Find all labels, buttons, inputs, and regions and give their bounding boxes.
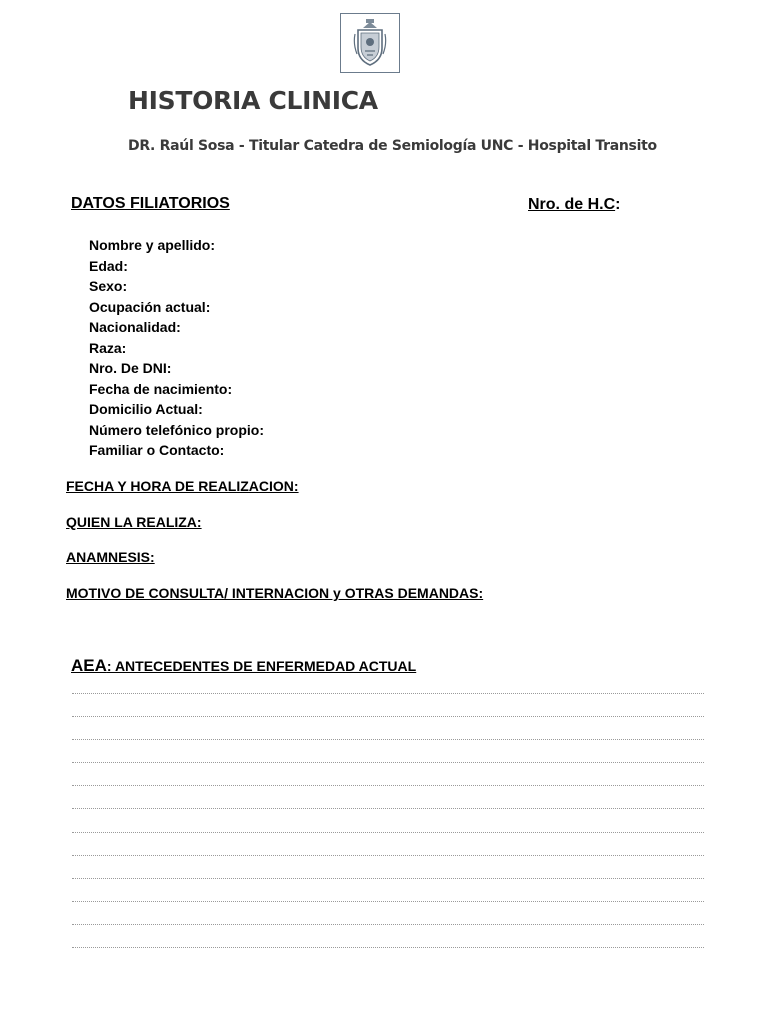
field-edad[interactable]: Edad: [89,257,128,274]
field-dni[interactable]: Nro. De DNI: [89,360,172,376]
anamnesis-label[interactable]: ANAMNESIS: [66,549,155,565]
dotted-blank-line[interactable] [72,684,704,707]
dotted-blank-line[interactable] [72,753,704,776]
hc-number-colon: : [615,196,621,213]
dotted-blank-line[interactable] [72,730,704,753]
dotted-blank-line[interactable] [72,915,704,938]
university-seal-icon [340,13,400,73]
aea-heading [71,656,416,676]
field-raza[interactable]: Raza: [89,339,127,356]
field-domicilio[interactable]: Domicilio Actual: [89,401,203,417]
dotted-blank-line[interactable] [72,846,704,869]
aea-writing-lines[interactable] [72,684,704,961]
fecha-hora-label[interactable]: FECHA Y HORA DE REALIZACION: [66,478,299,494]
hc-number-label: Nro. de H.C [528,196,616,213]
dotted-blank-line[interactable] [72,799,704,822]
field-familiar-contacto[interactable]: Familiar o Contacto: [89,442,225,458]
field-nombre[interactable]: Nombre y apellido: [89,237,216,253]
hc-number-field[interactable] [528,196,620,214]
motivo-consulta-label[interactable]: MOTIVO DE CONSULTA/ INTERNACION y OTRAS DEMANDAS: [66,585,484,601]
aea-abbr: AEA [71,656,107,675]
field-nacionalidad[interactable]: Nacionalidad: [89,319,181,335]
dotted-blank-line[interactable] [72,707,704,730]
document-title: HISTORIA CLINICA [128,86,378,115]
field-fecha-nacimiento[interactable]: Fecha de nacimiento: [89,380,233,397]
dotted-blank-line[interactable] [72,776,704,799]
quien-realiza-label[interactable]: QUIEN LA REALIZA: [66,514,202,530]
field-telefono[interactable]: Número telefónico propio: [89,421,264,438]
aea-title: : ANTECEDENTES DE ENFERMEDAD ACTUAL [106,658,417,674]
dotted-blank-line[interactable] [72,823,704,846]
personal-data-field-list [89,235,264,461]
field-ocupacion[interactable]: Ocupación actual: [89,298,211,315]
dotted-blank-line[interactable] [72,869,704,892]
dotted-blank-line[interactable] [72,938,704,961]
document-subtitle: DR. Raúl Sosa - Titular Catedra de Semiología UNC - Hospital Transito [128,138,657,154]
datos-filiatorios-heading: DATOS FILIATORIOS [71,195,230,212]
field-sexo[interactable]: Sexo: [89,278,128,294]
dotted-blank-line[interactable] [72,892,704,915]
